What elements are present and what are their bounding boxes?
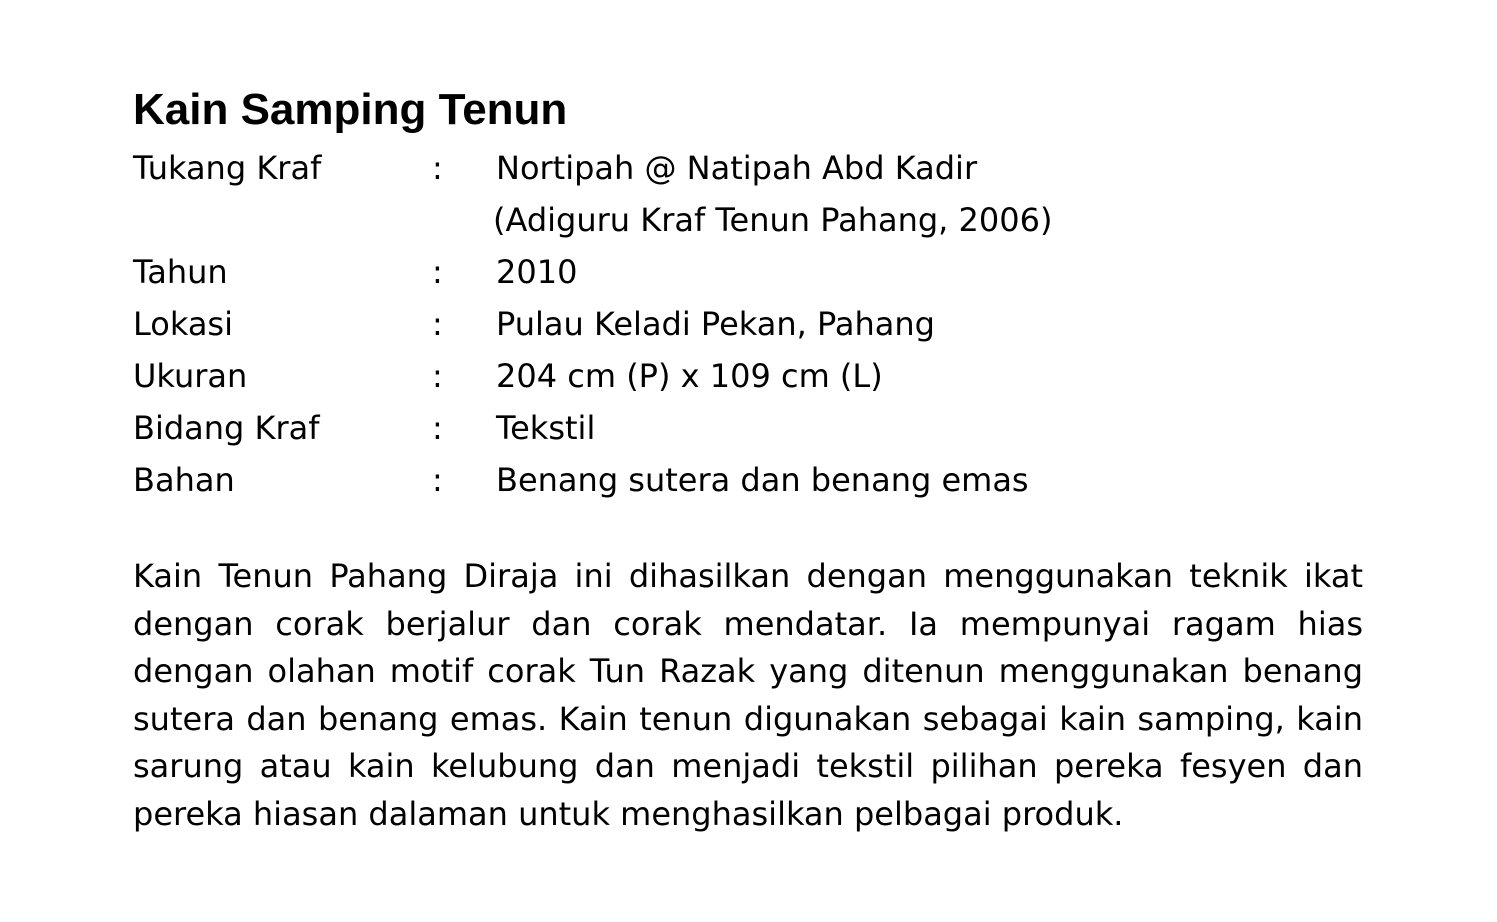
detail-row-size [133,350,1233,402]
detail-label: Tahun [133,253,228,291]
description-paragraph: Kain Tenun Pahang Diraja ini dihasilkan dengan menggunakan teknik ikat dengan corak berjalur dan corak mendatar. Ia mempunyai ragam hias dengan olahan motif corak Tun Razak yang ditenun menggunakan benang sutera dan benang emas. Kain tenun digunakan sebagai kain samping, kain sarung atau kain kelubung dan menjadi tekstil pilihan pereka fesyen dan pereka hiasan dalaman untuk menghasilkan pelbagai produk. [133,557,1363,833]
detail-row-year [133,246,1233,298]
detail-value: Tekstil [496,409,596,447]
detail-label: Tukang Kraf [133,149,322,187]
detail-separator: : [432,149,443,187]
detail-row-craftsman-note [133,194,1233,246]
detail-value: Pulau Keladi Pekan, Pahang [496,305,935,343]
detail-separator: : [432,305,443,343]
page-title: Kain Samping Tenun [133,85,568,134]
detail-label: Lokasi [133,305,233,343]
detail-row-craftsman [133,142,1233,194]
detail-separator: : [432,357,443,395]
detail-separator: : [432,461,443,499]
detail-label: Ukuran [133,357,248,395]
detail-label: Bidang Kraf [133,409,320,447]
details-list [133,142,1233,506]
detail-label: Bahan [133,461,235,499]
detail-value: 2010 [496,253,578,291]
detail-row-craft-field [133,402,1233,454]
detail-row-material [133,454,1233,506]
detail-separator: : [432,253,443,291]
detail-note: (Adiguru Kraf Tenun Pahang, 2006) [493,201,1053,239]
detail-value: Nortipah @ Natipah Abd Kadir [496,149,978,187]
detail-row-location [133,298,1233,350]
detail-value: 204 cm (P) x 109 cm (L) [496,357,883,395]
detail-separator: : [432,409,443,447]
detail-value: Benang sutera dan benang emas [496,461,1029,499]
